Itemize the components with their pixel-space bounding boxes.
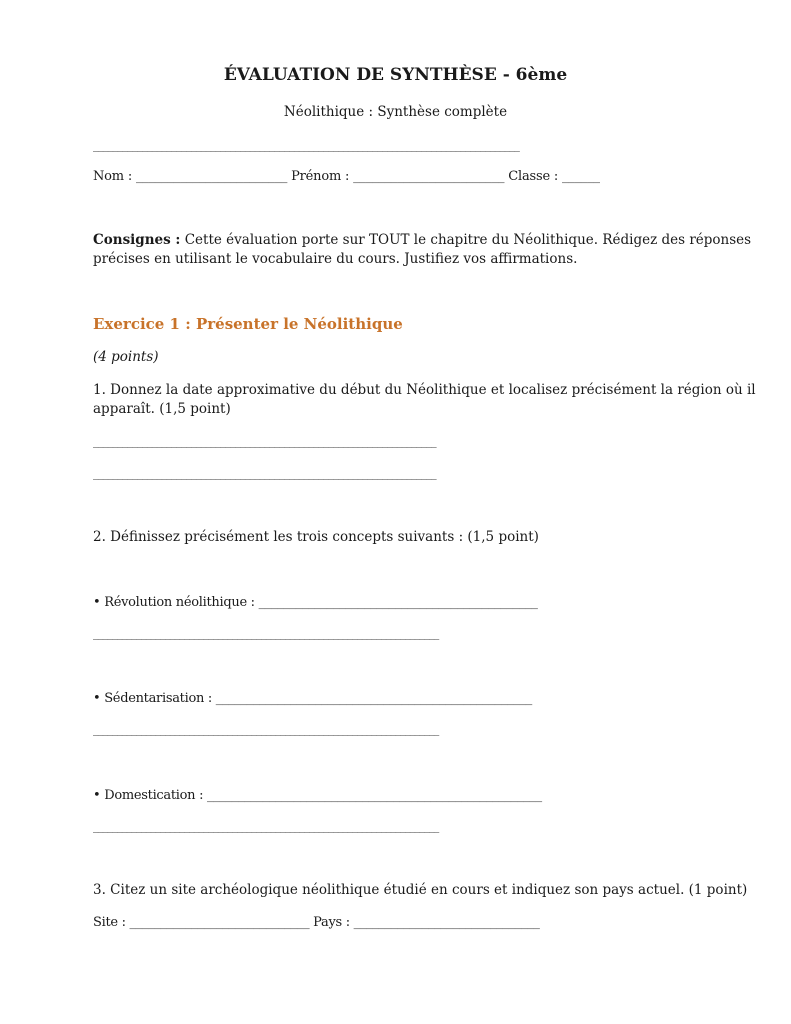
- answer-line: ________________________________________________________________________: [93, 820, 439, 833]
- answer-line: ______________________________________________________________________: [93, 467, 437, 480]
- question-3: 3. Citez un site archéologique néolithique étudié en cours et indiquez son pays actuel. (1 point): [93, 882, 748, 898]
- concept-revolution: • Révolution néolithique : _____________________________________________: [93, 595, 538, 610]
- instructions-text-2: précises en utilisant le vocabulaire du cours. Justifiez vos affirmations.: [93, 251, 578, 267]
- question-2: 2. Définissez précisément les trois concepts suivants : (1,5 point): [93, 529, 539, 545]
- concept-sedentarisation: • Sédentarisation : ___________________________________________________: [93, 691, 532, 706]
- answer-line: ______________________________________________________________________: [93, 435, 437, 448]
- instructions: [93, 231, 751, 250]
- question-1-line-1: 1. Donnez la date approximative du début du Néolithique et localisez précisément la région où il: [93, 382, 756, 398]
- question-3-answer: Site : _____________________________ Pays : ______________________________: [93, 915, 540, 930]
- document-title: ÉVALUATION DE SYNTHÈSE - 6ème: [223, 65, 568, 85]
- answer-line: ________________________________________________________________________: [93, 723, 439, 736]
- concept-domestication: • Domestication : ______________________________________________________: [93, 788, 542, 803]
- exercise-1-title: Exercice 1 : Présenter le Néolithique: [93, 315, 403, 333]
- question-1-line-2: apparaît. (1,5 point): [93, 401, 231, 417]
- exercise-1-points: (4 points): [93, 349, 159, 365]
- instructions-text-1: Cette évaluation porte sur TOUT le chapitre du Néolithique. Rédigez des réponses: [180, 232, 752, 248]
- separator-line: _______________________________________________________________________________________: [93, 139, 520, 152]
- identity-line: Nom : ________________________ Prénom : ________________________ Classe : ______: [93, 169, 600, 184]
- document-subtitle: Néolithique : Synthèse complète: [283, 104, 508, 120]
- instructions-label: Consignes :: [93, 232, 181, 248]
- answer-line: ________________________________________________________________________: [93, 627, 439, 640]
